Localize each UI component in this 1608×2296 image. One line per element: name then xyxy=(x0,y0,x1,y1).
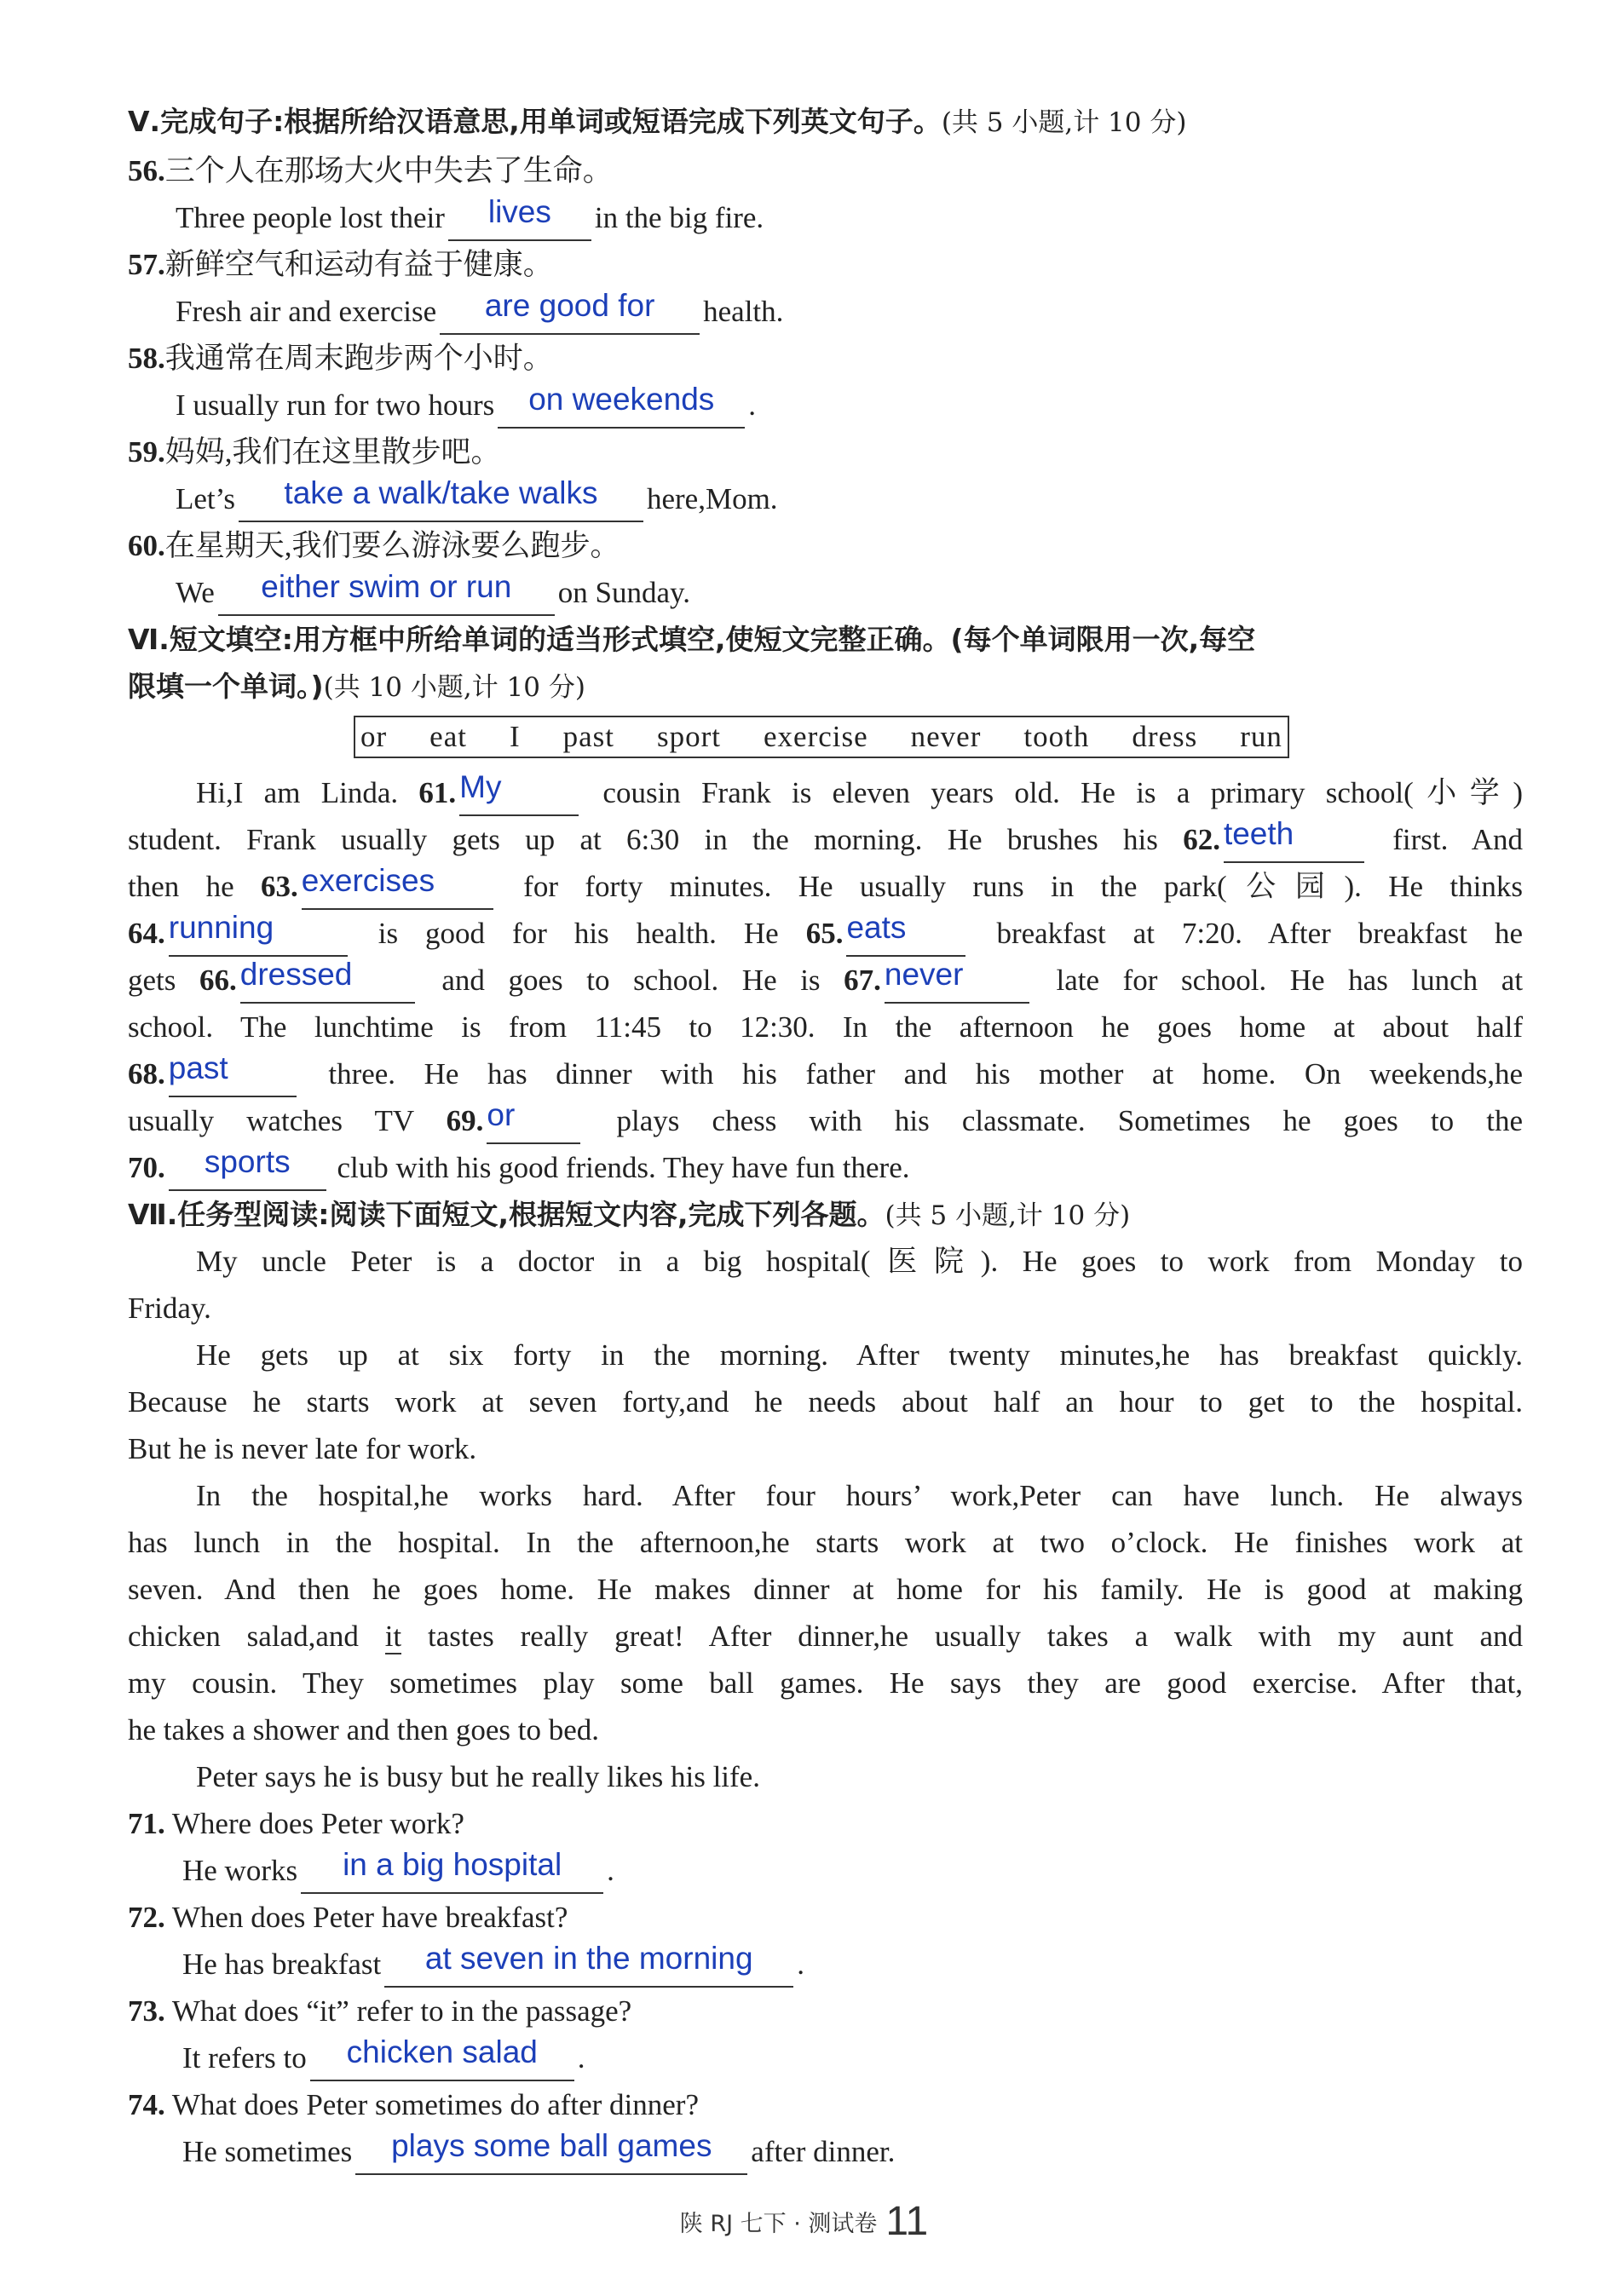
word-box xyxy=(354,716,1289,758)
q58-chinese xyxy=(128,335,1523,382)
q74-question xyxy=(128,2081,1523,2128)
q71-answer-line xyxy=(182,1847,1523,1894)
word-tooth: tooth xyxy=(1023,720,1090,753)
q59-number: 59. xyxy=(128,435,165,469)
reading-p3-l6 xyxy=(128,1706,1523,1753)
section-5-title xyxy=(128,98,1523,147)
r-p3-l6: he takes a shower and then goes to bed. xyxy=(128,1713,600,1746)
underlined-it: it xyxy=(384,1620,402,1653)
q71-blank[interactable] xyxy=(301,1847,603,1894)
q73-answer: chicken salad xyxy=(346,2034,538,2069)
q73-text: What does “it” refer to in the passage? xyxy=(171,1994,632,2028)
p-l1a: Hi,I am Linda. xyxy=(196,776,399,809)
word-dress: dress xyxy=(1132,720,1198,753)
q56-english xyxy=(176,194,1523,241)
q65-number: 65. xyxy=(805,917,844,950)
r-p2-l3: But he is never late for work. xyxy=(128,1432,477,1465)
q59-post: here,Mom. xyxy=(646,482,778,515)
passage-line-7 xyxy=(128,1050,1523,1097)
q66-blank[interactable] xyxy=(239,957,415,1004)
q58-cn: 我通常在周末跑步两个小时。 xyxy=(164,342,553,375)
q58-post: . xyxy=(748,388,757,422)
p-l4a: is good for his health. He xyxy=(378,917,779,950)
q60-english xyxy=(176,569,1523,616)
reading-p2-l3 xyxy=(128,1425,1523,1472)
r-p1-l1: My uncle Peter is a doctor in a big hospital(医院). He goes to work from Monday to xyxy=(196,1245,1523,1278)
q57-post: health. xyxy=(703,295,784,328)
q56-number: 56. xyxy=(128,154,165,187)
p-l9a: club with his good friends. They have fun there. xyxy=(337,1151,910,1184)
q57-blank[interactable] xyxy=(440,288,700,335)
q67-answer: never xyxy=(884,957,964,992)
word-past: past xyxy=(562,720,614,753)
r-p3-l3: seven. And then he goes home. He makes dinner at home for his family. He is good at making xyxy=(128,1573,1523,1606)
q63-number: 63. xyxy=(261,870,298,903)
q60-blank[interactable] xyxy=(218,569,555,616)
reading-p1-l2 xyxy=(128,1285,1523,1332)
p-l2b: first. And xyxy=(1392,823,1523,856)
section-5-points: (共 5 小题,计 10 分) xyxy=(941,107,1187,138)
passage-line-1 xyxy=(196,769,1523,816)
q74-pre: He sometimes xyxy=(182,2135,353,2168)
q63-blank[interactable] xyxy=(301,863,493,910)
q71-number: 71. xyxy=(128,1807,165,1840)
q71-question xyxy=(128,1800,1523,1847)
section-6-heading-1: Ⅵ.短文填空:用方框中所给单词的适当形式填空,使短文完整正确。(每个单词限用一次,每空 xyxy=(128,623,1256,656)
q56-cn: 三个人在那场大火中失去了生命。 xyxy=(164,154,613,187)
p-l4b: breakfast at 7:20. After breakfast he xyxy=(996,917,1523,950)
q72-answer-line xyxy=(182,1941,1523,1988)
q57-pre: Fresh air and exercise xyxy=(176,295,437,328)
passage-line-4 xyxy=(128,910,1523,957)
q58-blank[interactable] xyxy=(498,382,745,429)
reading-p2-l1 xyxy=(196,1332,1523,1378)
r-p2-l2: Because he starts work at seven forty,and he needs about half an hour to get to the hospital. xyxy=(128,1385,1523,1418)
r-p1-l2: Friday. xyxy=(128,1292,211,1325)
section-6-title-2 xyxy=(128,663,1523,711)
passage-line-9 xyxy=(128,1144,1523,1191)
q65-blank[interactable] xyxy=(846,910,965,957)
q62-number: 62. xyxy=(1183,823,1220,856)
q59-pre: Let’s xyxy=(176,482,235,515)
q58-pre: I usually run for two hours xyxy=(176,388,495,422)
section-5-heading: Ⅴ.完成句子:根据所给汉语意思,用单词或短语完成下列英文句子。 xyxy=(128,105,942,138)
footer-label: 陕 RJ 七下 · 测试卷 xyxy=(679,2211,878,2237)
q68-number: 68. xyxy=(128,1057,165,1090)
q60-answer: either swim or run xyxy=(261,569,512,604)
q60-cn: 在星期天,我们要么游泳要么跑步。 xyxy=(164,529,620,562)
p-l8a: usually watches TV xyxy=(128,1104,414,1137)
p-l5b: and goes to school. He is xyxy=(441,964,821,997)
q72-post: . xyxy=(797,1948,804,1981)
q72-text: When does Peter have breakfast? xyxy=(171,1901,568,1934)
q69-number: 69. xyxy=(446,1104,484,1137)
q73-post: . xyxy=(577,2041,585,2074)
q72-answer: at seven in the morning xyxy=(424,1941,753,1976)
q71-post: . xyxy=(607,1854,614,1887)
r-p3-l4a: chicken salad,and xyxy=(128,1620,359,1653)
q74-text: What does Peter sometimes do after dinner? xyxy=(171,2088,699,2121)
r-p3-l1: In the hospital,he works hard. After four hours’ work,Peter can have lunch. He always xyxy=(196,1479,1523,1512)
q64-number: 64. xyxy=(128,917,165,950)
reading-p3-l2 xyxy=(128,1519,1523,1566)
p-l7a: three. He has dinner with his father and his mother at home. On weekends,he xyxy=(328,1057,1523,1090)
reading-p3-l4 xyxy=(128,1613,1523,1660)
q58-english xyxy=(176,382,1523,429)
q60-pre: We xyxy=(176,576,215,609)
section-6-heading-2: 限填一个单词。) xyxy=(128,670,324,703)
word-or: or xyxy=(360,720,388,753)
reading-p3-l1 xyxy=(196,1472,1523,1519)
q59-answer: take a walk/take walks xyxy=(284,475,598,510)
q64-answer: running xyxy=(168,910,274,945)
q71-answer: in a big hospital xyxy=(343,1847,562,1882)
q60-chinese xyxy=(128,522,1523,569)
reading-p1-l1 xyxy=(196,1238,1523,1285)
section-7-title xyxy=(128,1191,1523,1240)
q64-blank[interactable] xyxy=(168,910,348,957)
q59-chinese xyxy=(128,429,1523,475)
r-p3-l5: my cousin. They sometimes play some ball games. He says they are good exercise. After that, xyxy=(128,1666,1523,1700)
passage-line-2 xyxy=(128,816,1523,863)
q74-blank[interactable] xyxy=(355,2128,747,2175)
word-run: run xyxy=(1240,720,1282,753)
q57-answer: are good for xyxy=(484,288,655,323)
q56-blank[interactable] xyxy=(448,194,591,241)
q60-post: on Sunday. xyxy=(557,576,691,609)
page-footer xyxy=(0,2198,1608,2245)
p-l1b: cousin Frank is eleven years old. He is a primary school(小学) xyxy=(602,776,1523,809)
q73-pre: It refers to xyxy=(182,2041,307,2074)
q71-pre: He works xyxy=(182,1854,298,1887)
reading-p3-l3 xyxy=(128,1566,1523,1613)
section-7-heading: Ⅶ.任务型阅读:阅读下面短文,根据短文内容,完成下列各题。 xyxy=(128,1198,885,1231)
q56-pre: Three people lost their xyxy=(176,201,445,234)
word-never: never xyxy=(910,720,982,753)
r-p3-l4b: tastes really great! After dinner,he usually takes a walk with my aunt and xyxy=(428,1620,1523,1653)
word-sport: sport xyxy=(657,720,721,753)
q61-number: 61. xyxy=(418,776,457,809)
p-l2a: student. Frank usually gets up at 6:30 in the morning. He brushes his xyxy=(128,823,1158,856)
section-6-title xyxy=(128,616,1523,663)
q69-answer: or xyxy=(487,1097,516,1132)
q68-blank[interactable] xyxy=(168,1050,297,1097)
q56-answer: lives xyxy=(487,194,551,229)
q74-answer-line xyxy=(182,2128,1523,2175)
q63-answer: exercises xyxy=(301,863,435,898)
q73-number: 73. xyxy=(128,1994,165,2028)
q66-number: 66. xyxy=(199,964,237,997)
q58-number: 58. xyxy=(128,342,165,375)
q57-cn: 新鲜空气和运动有益于健康。 xyxy=(164,248,553,281)
q60-number: 60. xyxy=(128,529,165,562)
q67-blank[interactable] xyxy=(884,957,1029,1004)
q57-english xyxy=(176,288,1523,335)
q72-number: 72. xyxy=(128,1901,165,1934)
q57-number: 57. xyxy=(128,248,165,281)
reading-p3-l5 xyxy=(128,1660,1523,1706)
word-eat: eat xyxy=(429,720,467,753)
p-l3a: then he xyxy=(128,870,234,903)
r-p3-l2: has lunch in the hospital. In the afternoon,he starts work at two o’clock. He finishes work at xyxy=(128,1526,1523,1559)
p-l5a: gets xyxy=(128,964,176,997)
r-p4: Peter says he is busy but he really likes his life. xyxy=(196,1760,760,1793)
section-6-points: (共 10 小题,计 10 分) xyxy=(323,672,585,703)
q74-post: after dinner. xyxy=(751,2135,896,2168)
q66-answer: dressed xyxy=(239,957,353,992)
q68-answer: past xyxy=(168,1050,228,1085)
word-exercise: exercise xyxy=(764,720,868,753)
reading-p4 xyxy=(196,1753,1523,1800)
q56-post: in the big fire. xyxy=(594,201,764,234)
word-i: I xyxy=(509,720,521,753)
section-7-points: (共 5 小题,计 10 分) xyxy=(885,1200,1131,1231)
q74-number: 74. xyxy=(128,2088,165,2121)
q62-answer: teeth xyxy=(1223,816,1294,851)
q59-blank[interactable] xyxy=(239,475,643,522)
passage-line-3 xyxy=(128,863,1523,910)
passage-line-5 xyxy=(128,957,1523,1004)
q73-question xyxy=(128,1988,1523,2034)
page-number: 11 xyxy=(885,2199,929,2244)
p-l3b: for forty minutes. He usually runs in the park(公园). He thinks xyxy=(523,870,1523,903)
q74-answer: plays some ball games xyxy=(391,2128,712,2163)
q61-answer: My xyxy=(459,769,502,804)
q71-text: Where does Peter work? xyxy=(171,1807,464,1840)
p-l8b: plays chess with his classmate. Sometimes he goes to the xyxy=(616,1104,1523,1137)
passage-line-6 xyxy=(128,1004,1523,1050)
q65-answer: eats xyxy=(846,910,907,945)
passage-line-8 xyxy=(128,1097,1523,1144)
q70-answer: sports xyxy=(204,1144,291,1179)
q72-blank[interactable] xyxy=(384,1941,793,1988)
q61-blank[interactable] xyxy=(459,769,579,816)
q73-blank[interactable] xyxy=(310,2034,574,2081)
q57-chinese xyxy=(128,241,1523,288)
p-l6: school. The lunchtime is from 11:45 to 12:30. In the afternoon he goes home at about half xyxy=(128,1010,1523,1044)
q73-answer-line xyxy=(182,2034,1523,2081)
q59-english xyxy=(176,475,1523,522)
q70-number: 70. xyxy=(128,1151,165,1184)
q72-pre: He has breakfast xyxy=(182,1948,382,1981)
q67-number: 67. xyxy=(844,964,881,997)
p-l5c: late for school. He has lunch at xyxy=(1056,964,1523,997)
q72-question xyxy=(128,1894,1523,1941)
reading-p2-l2 xyxy=(128,1378,1523,1425)
q70-blank[interactable] xyxy=(169,1144,326,1191)
q69-blank[interactable] xyxy=(487,1097,580,1144)
q58-answer: on weekends xyxy=(528,382,715,417)
r-p2-l1: He gets up at six forty in the morning. After twenty minutes,he has breakfast quickly. xyxy=(196,1338,1523,1372)
q62-blank[interactable] xyxy=(1223,816,1364,863)
q59-cn: 妈妈,我们在这里散步吧。 xyxy=(164,435,501,469)
q56-chinese xyxy=(128,147,1523,194)
